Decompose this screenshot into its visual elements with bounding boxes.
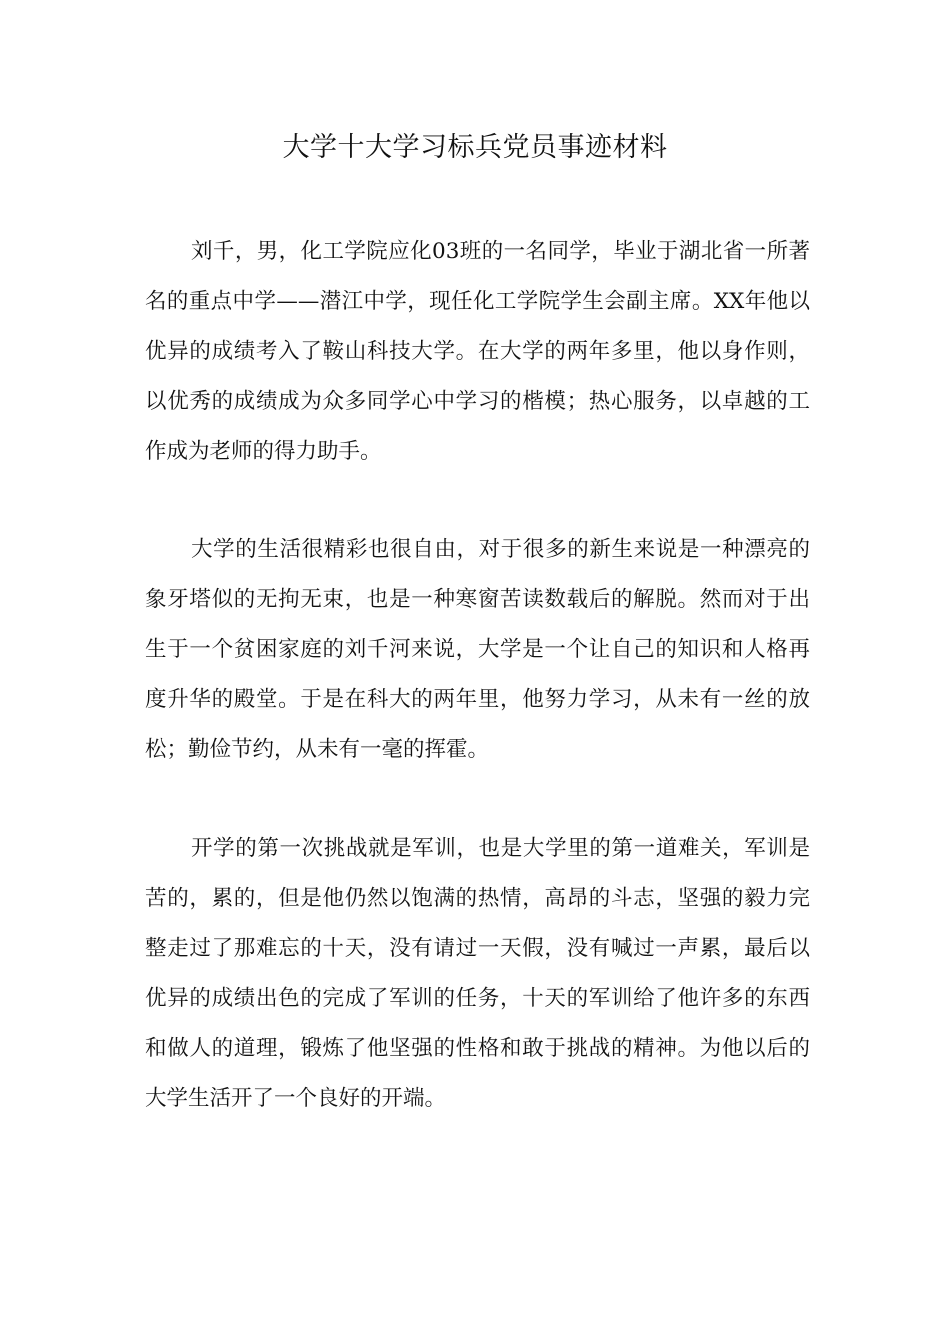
paragraph-2: 大学的生活很精彩也很自由，对于很多的新生来说是一种漂亮的象牙塔似的无拘无束，也是一种寒窗苦读数载后的解脱。然而对于出生于一个贫困家庭的刘千河来说，大学是一个让自己的知识和人格再度升华的殿堂。于是在科大的两年里，他努力学习，从未有一丝的放松；勤俭节约，从未有一毫的挥霍。 xyxy=(145,537,810,762)
paragraph-1: 刘千，男，化工学院应化03班的一名同学，毕业于湖北省一所著名的重点中学——潜江中学，现任化工学院学生会副主席。XX年他以优异的成绩考入了鞍山科技大学。在大学的两年多里，他以身作则，以优秀的成绩成为众多同学心中学习的楷模；热心服务，以卓越的工作成为老师的得力助手。 xyxy=(145,239,810,464)
paragraph-3: 开学的第一次挑战就是军训，也是大学里的第一道难关，军训是苦的，累的，但是他仍然以饱满的热情，高昂的斗志，坚强的毅力完整走过了那难忘的十天，没有请过一天假，没有喊过一声累，最后以优异的成绩出色的完成了军训的任务，十天的军训给了他许多的东西和做人的道理，锻炼了他坚强的性格和敢于挑战的精神。为他以后的大学生活开了一个良好的开端。 xyxy=(145,836,810,1111)
document-title: 大学十大学习标兵党员事迹材料 xyxy=(282,132,668,163)
